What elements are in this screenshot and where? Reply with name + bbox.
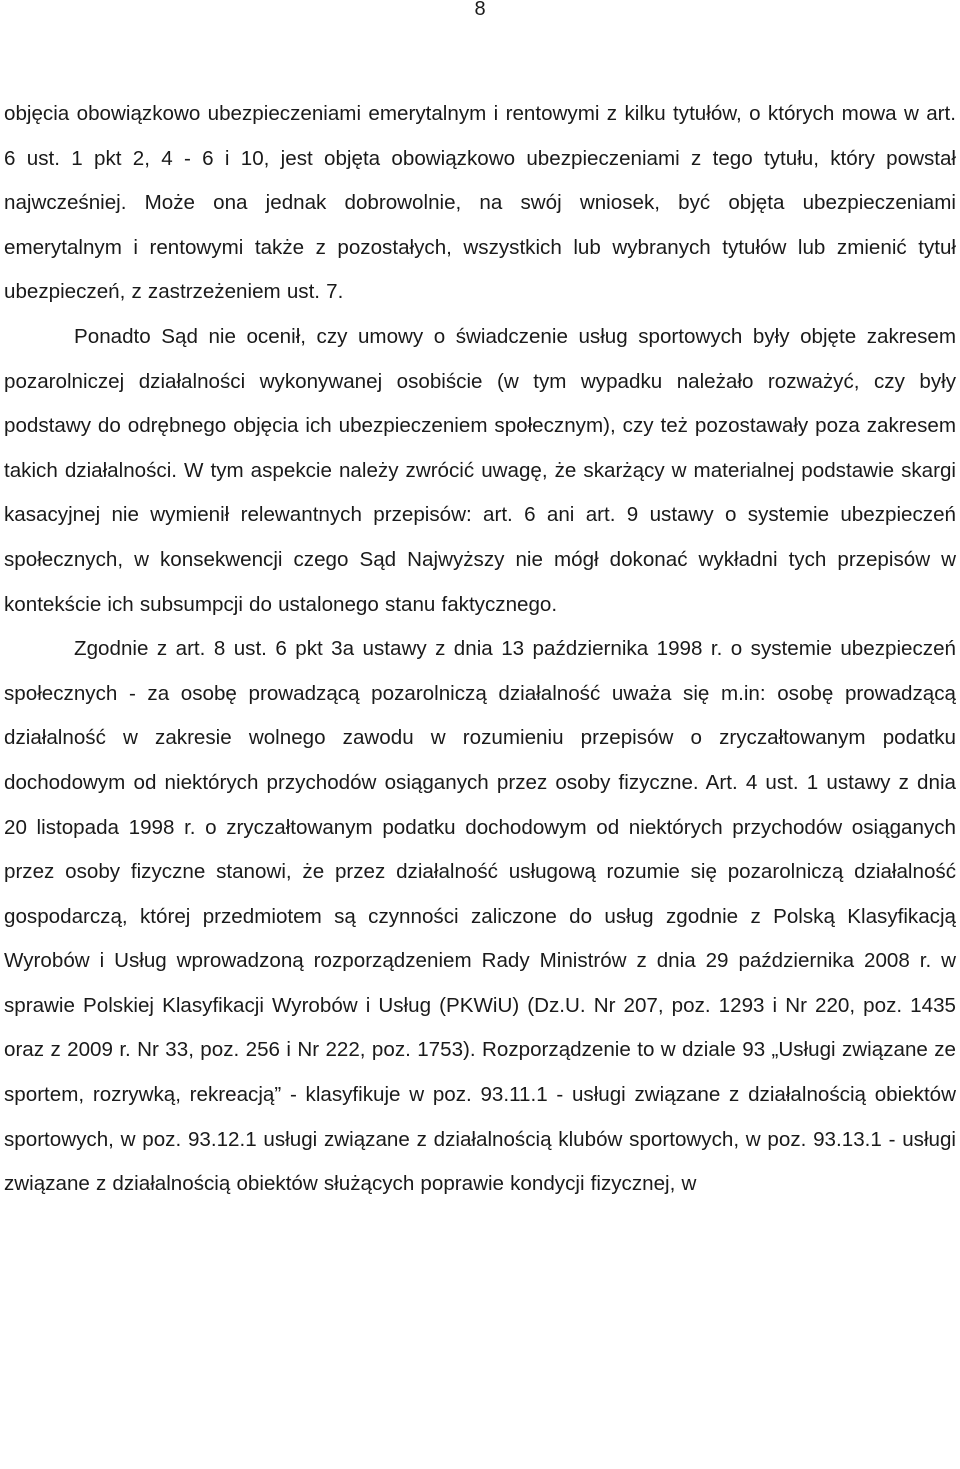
- document-body: [4, 92, 956, 1207]
- paragraph-court-assessment: Ponadto Sąd nie ocenił, czy umowy o świadczenie usług sportowych były objęte zakresem pozarolniczej działalności wykonywanej osobiście (w tym wypadku należało rozważyć, czy były podstawy do odrębnego objęcia ich ubezpieczeniem społecznym), czy też pozostawały poza zakresem takich działalności. W tym aspekcie należy zwrócić uwagę, że skarżący w materialnej podstawie skargi kasacyjnej nie wymienił relewantnych przepisów: art. 6 ani art. 9 ustawy o systemie ubezpieczeń społecznych, w konsekwencji czego Sąd Najwyższy nie mógł dokonać wykładni tych przepisów w kontekście ich subsumpcji do ustalonego stanu faktycznego.: [4, 324, 956, 616]
- page-number: 8: [474, 0, 486, 20]
- paragraph-continuation: objęcia obowiązkowo ubezpieczeniami emerytalnym i rentowymi z kilku tytułów, o których mowa w art. 6 ust. 1 pkt 2, 4 - 6 i 10, jest objęta obowiązkowo ubezpieczeniami z tego tytułu, który powstał najwcześniej. Może ona jednak dobrowolnie, na swój wniosek, być objęta ubezpieczeniami emerytalnym i rentowymi także z pozostałych, wszystkich lub wybranych tytułów lub zmienić tytuł ubezpieczeń, z zastrzeżeniem ust. 7.: [4, 102, 956, 304]
- paragraph-legal-provisions: Zgodnie z art. 8 ust. 6 pkt 3a ustawy z dnia 13 października 1998 r. o systemie ubezpieczeń społecznych - za osobę prowadzącą pozarolniczą działalność uważa się m.in: osobę prowadzącą działalność w zakresie wolnego zawodu w rozumieniu przepisów o zryczałtowanym podatku dochodowym od niektórych przychodów osiąganych przez osoby fizyczne. Art. 4 ust. 1 ustawy z dnia 20 listopada 1998 r. o zryczałtowanym podatku dochodowym od niektórych przychodów osiąganych przez osoby fizyczne stanowi, że przez działalność usługową rozumie się pozarolniczą działalność gospodarczą, której przedmiotem są czynności zaliczone do usług zgodnie z Polską Klasyfikacją Wyrobów i Usług wprowadzoną rozporządzeniem Rady Ministrów z dnia 29 października 2008 r. w sprawie Polskiej Klasyfikacji Wyrobów i Usług (PKWiU) (Dz.U. Nr 207, poz. 1293 i Nr 220, poz. 1435 oraz z 2009 r. Nr 33, poz. 256 i Nr 222, poz. 1753). Rozporządzenie to w dziale 93 „Usługi związane ze sportem, rozrywką, rekreacją” - klasyfikuje w poz. 93.11.1 - usługi związane z działalnością obiektów sportowych, w poz. 93.12.1 usługi związane z działalnością klubów sportowych, w poz. 93.13.1 - usługi związane z działalnością obiektów służących poprawie kondycji fizycznej, w: [4, 637, 956, 1196]
